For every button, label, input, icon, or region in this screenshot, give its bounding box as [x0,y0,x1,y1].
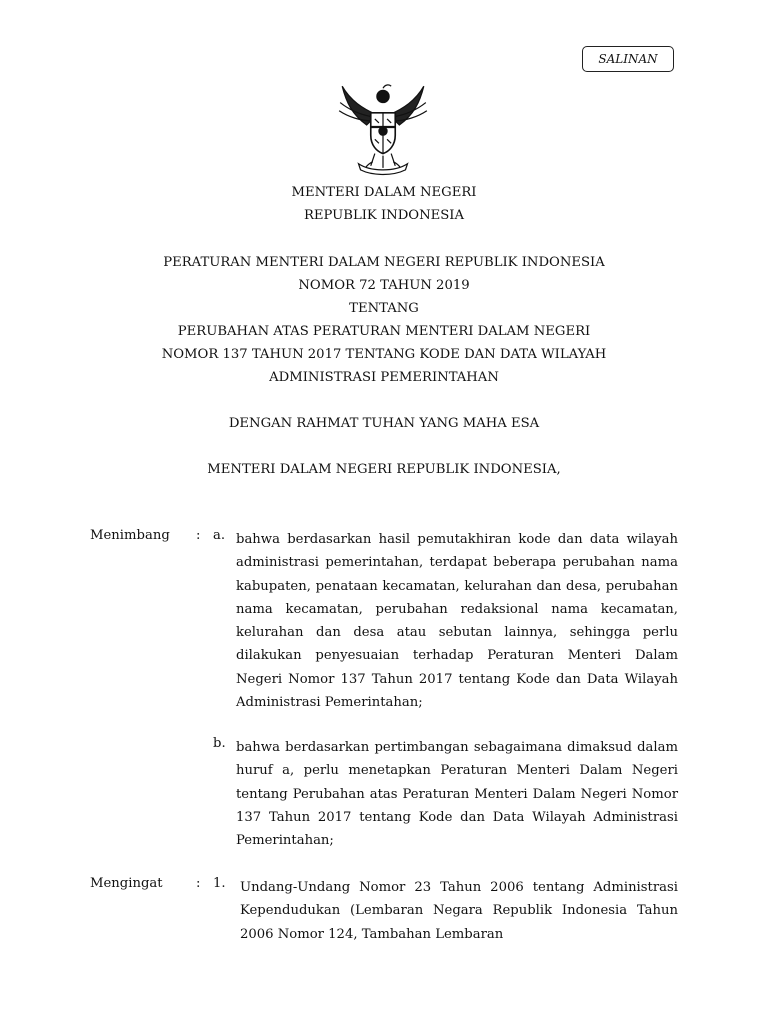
mengingat-colon: : [196,876,201,891]
title-line-3: TENTANG [349,301,419,316]
title-line-4: PERUBAHAN ATAS PERATURAN MENTERI DALAM NEGERI [177,324,591,339]
mengingat-item-1-marker: 1. [213,876,226,891]
issuer-line-2: REPUBLIK INDONESIA [303,208,465,223]
salinan-stamp: SALINAN [582,46,674,72]
regulation-title [90,251,678,389]
garuda-pancasila-emblem-icon [332,74,434,176]
menimbang-item-a-marker: a. [213,528,226,543]
mengingat-label: Mengingat [90,876,163,891]
menimbang-item-b-marker: b. [213,736,226,751]
title-line-6: ADMINISTRASI PEMERINTAHAN [269,370,499,385]
issuer-line-1: MENTERI DALAM NEGERI [291,185,477,200]
title-line-1: PERATURAN MENTERI DALAM NEGERI REPUBLIK INDONESIA [163,255,605,270]
menimbang-colon: : [196,528,201,543]
invocation: DENGAN RAHMAT TUHAN YANG MAHA ESA [228,416,540,431]
mengingat-item-1-text: Undang-Undang Nomor 23 Tahun 2006 tentang Administrasi Kependudukan (Lembaran Negara Republik Indonesia Tahun 2006 Nomor 124, Tambahan Lembaran [240,880,678,942]
title-line-5: NOMOR 137 TAHUN 2017 TENTANG KODE DAN DATA WILAYAH [161,347,607,362]
menimbang-item-b-text: bahwa berdasarkan pertimbangan sebagaimana dimaksud dalam huruf a, perlu menetapkan Peraturan Menteri Dalam Negeri tentang Perubahan atas Peraturan Menteri Dalam Negeri Nomor 137 Tahun 2017 tentang Kode dan Data Wilayah Administrasi Pemerintahan; [236,740,678,849]
menimbang-item-a-text: bahwa berdasarkan hasil pemutakhiran kode dan data wilayah administrasi pemerintahan, terdapat beberapa perubahan nama kabupaten, penataan kecamatan, kelurahan dan desa, perubahan nama kecamatan, perubahan redaksional nama kecamatan, kelurahan dan desa atau sebutan lainnya, sehingga perlu dilakukan penyesuaian terhadap Peraturan Menteri Dalam Negeri Nomor 137 Tahun 2017 tentang Kode dan Data Wilayah Administrasi Pemerintahan; [236,532,678,711]
issuer-heading [90,181,678,227]
authority-line: MENTERI DALAM NEGERI REPUBLIK INDONESIA, [207,462,561,477]
menimbang-label: Menimbang [90,528,170,543]
title-line-2: NOMOR 72 TAHUN 2019 [298,278,470,293]
